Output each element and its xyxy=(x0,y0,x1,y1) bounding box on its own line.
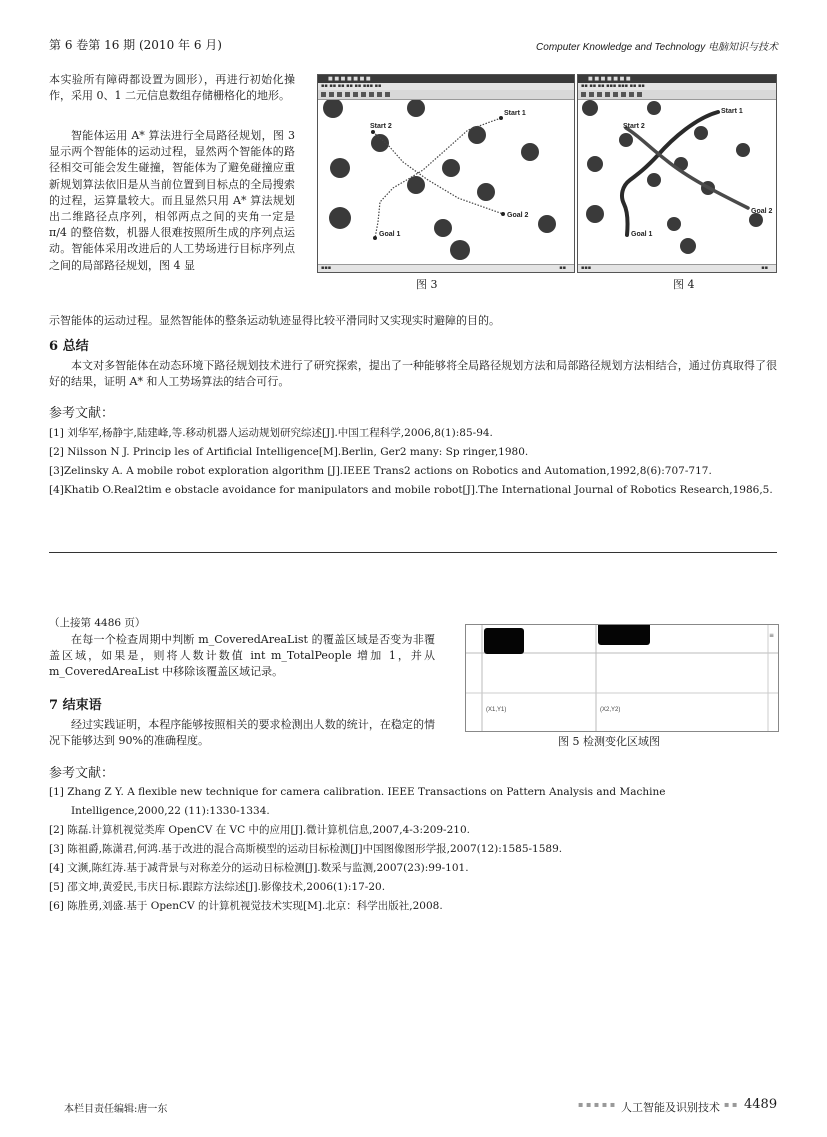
page-number: 4489 xyxy=(744,1097,778,1112)
lower-ref-4: [4] 文濒,陈红涛.基于减背景与对称差分的运动日标检测[J].数采与监测,2007(23):99-101. xyxy=(49,862,469,874)
figure-3-canvas xyxy=(318,100,574,264)
fig3-goal2-label: Goal 2 xyxy=(507,212,529,219)
lower-ref-1: [1] Zhang Z Y. A flexible new technique for camera calibration. IEEE Transactions on Pattern Analysis and Machine Intelligence,2000,22 (11):1330-1334. xyxy=(49,786,666,817)
figure-5-canvas xyxy=(466,625,778,731)
figure-4-screenshot: ■ ■ ■ ■ ■ ■ ■ ▪▪ ▪▪ ▪▪ ▪▪▪ ▪▪▪ ▪▪ ▪▪ Start 1 Start 2 Goal 1 Goal 2 ▪▪▪ ▪▪ xyxy=(577,74,777,273)
section-7-text: 经过实践证明，本程序能够按照相关的要求检测出人数的统计，在稳定的情况下能够达到 90%的准确程度。 xyxy=(49,718,435,748)
upper-refs-title: 参考文献： xyxy=(49,406,115,421)
upper-refs-list xyxy=(49,424,777,500)
figure-5-caption: 图 5 检测变化区域图 xyxy=(558,735,660,748)
section-6-text: 本文对多智能体在动态环境下路径规划技术进行了研究探索，提出了一种能够将全局路径规划方法和局部路径规划方法相结合，通过仿真取得了很好的结果，证明 A* 和人工势场算法的结合可行。 xyxy=(49,359,777,389)
article-separator xyxy=(49,552,777,553)
lower-ref-3: [3] 陈祖爵,陈潇君,何鸿.基于改进的混合高斯模型的运动目标检测[J]中国图像图形学报,2007(12):1585-1589. xyxy=(49,843,563,855)
fig4-goal1-label: Goal 1 xyxy=(631,231,653,238)
section-7-title: 7 结束语 xyxy=(49,698,102,713)
footer-dots-right: ▪ ▪ xyxy=(724,1100,738,1109)
lower-ref-5: [5] 邵文坤,黄爱民,韦庆日标.跟踪方法综述[J].影像技术,2006(1):17-20. xyxy=(49,881,386,893)
fig4-start2-label: Start 2 xyxy=(623,123,645,130)
section-6-title: 6 总结 xyxy=(49,339,89,354)
fig3-start1-label: Start 1 xyxy=(504,110,526,117)
fig3-goal1-label: Goal 1 xyxy=(379,231,401,238)
lower-ref-6: [6] 陈胜勇,刘盛.基于 OpenCV 的计算机视觉技术实现[M].北京：科学出版社,2008. xyxy=(49,900,443,912)
fig5-point2-label: (X2,Y2) xyxy=(600,707,621,713)
footer-dots-left: ▪ ▪ ▪ ▪ ▪ xyxy=(578,1100,616,1109)
upper-ref-2: [2] Nilsson N J. Princip les of Artificial Intelligence[M].Berlin, Ger2 many: Sp ringer,1980. xyxy=(49,446,529,458)
upper-ref-1: [1] 刘华军,杨静宇,陆建峰,等.移动机器人运动规划研究综述[J].中国工程科学,2006,8(1):85-94. xyxy=(49,427,493,439)
journal-issue: 第 6 卷第 16 期 (2010 年 6 月) xyxy=(49,38,222,52)
upper-ref-4: [4]Khatib O.Real2tim e obstacle avoidance for manipulators and mobile robot[J].The International Journal of Robotics Research,1986,5. xyxy=(49,484,773,496)
footer-editor: 本栏目责任编辑:唐一东 xyxy=(64,1104,168,1115)
lower-para-1: 在每一个检查周期中判断 m_CoveredAreaList 的覆盖区域是否变为非覆盖区域，如果是，则将人数计数值 int m_TotalPeople 增加 1，并从 m_CoveredAreaList 中移除该覆盖区域记录。 xyxy=(49,633,435,679)
lower-refs-title: 参考文献： xyxy=(49,766,115,781)
figure-5-image xyxy=(465,624,779,732)
upper-para-3: 示智能体的运动过程。显然智能体的整条运动轨迹显得比较平滑同时又实现实时避障的目的。 xyxy=(49,314,500,327)
upper-ref-3: [3]Zelinsky A. A mobile robot exploration algorithm [J].IEEE Trans2 actions on Robotics and Automation,1992,8(6):707-717. xyxy=(49,465,712,477)
lower-refs-list xyxy=(49,783,777,916)
svg-text:≡: ≡ xyxy=(769,632,775,639)
figure-4-canvas xyxy=(578,100,776,264)
figure-3-screenshot: ■ ■ ■ ■ ■ ■ ■ ▪▪ ▪▪ ▪▪ ▪▪ ▪▪ ▪▪▪ ▪▪ Start 1 Start 2 Goal 1 Goal 2 ▪▪▪ ▪▪ xyxy=(317,74,575,273)
fig4-start1-label: Start 1 xyxy=(721,108,743,115)
fig5-point1-label: (X1,Y1) xyxy=(486,707,507,713)
fig3-start2-label: Start 2 xyxy=(370,123,392,130)
lower-ref-2: [2] 陈磊.计算机视觉类库 OpenCV 在 VC 中的应用[J].微计算机信息,2007,4-3:209-210. xyxy=(49,824,470,836)
upper-para-2: 智能体运用 A* 算法进行全局路径规划，图 3 显示两个智能体的运动过程，显然两个智能体的路径相交可能会发生碰撞，智能体为了避免碰撞应重新规划算法依旧是从当前位置到目标点的全局搜索的过程，运算量较大。而且显然只用 A* 算法规划出二维路径点序列，相邻两点之间的夹角一定是 π/4 的整倍数，机器人很难按照所生成的序列点运动。智能体采用改进后的人工势场进行目标序列点之间的局部路径规划，图 4 显 xyxy=(49,129,295,272)
figure-4-caption: 图 4 xyxy=(673,278,695,291)
continued-from: （上接第 4486 页） xyxy=(49,617,146,629)
upper-para-1: 本实验所有障碍都设置为圆形），再进行初始化操作，采用 0、1 二元信息数组存储栅格化的地形。 xyxy=(49,73,295,103)
fig4-goal2-label: Goal 2 xyxy=(751,208,773,215)
journal-title: Computer Knowledge and Technology 电脑知识与技术 xyxy=(536,42,778,53)
figure-3-caption: 图 3 xyxy=(416,278,438,291)
footer-column: 人工智能及识别技术 xyxy=(621,1101,720,1114)
